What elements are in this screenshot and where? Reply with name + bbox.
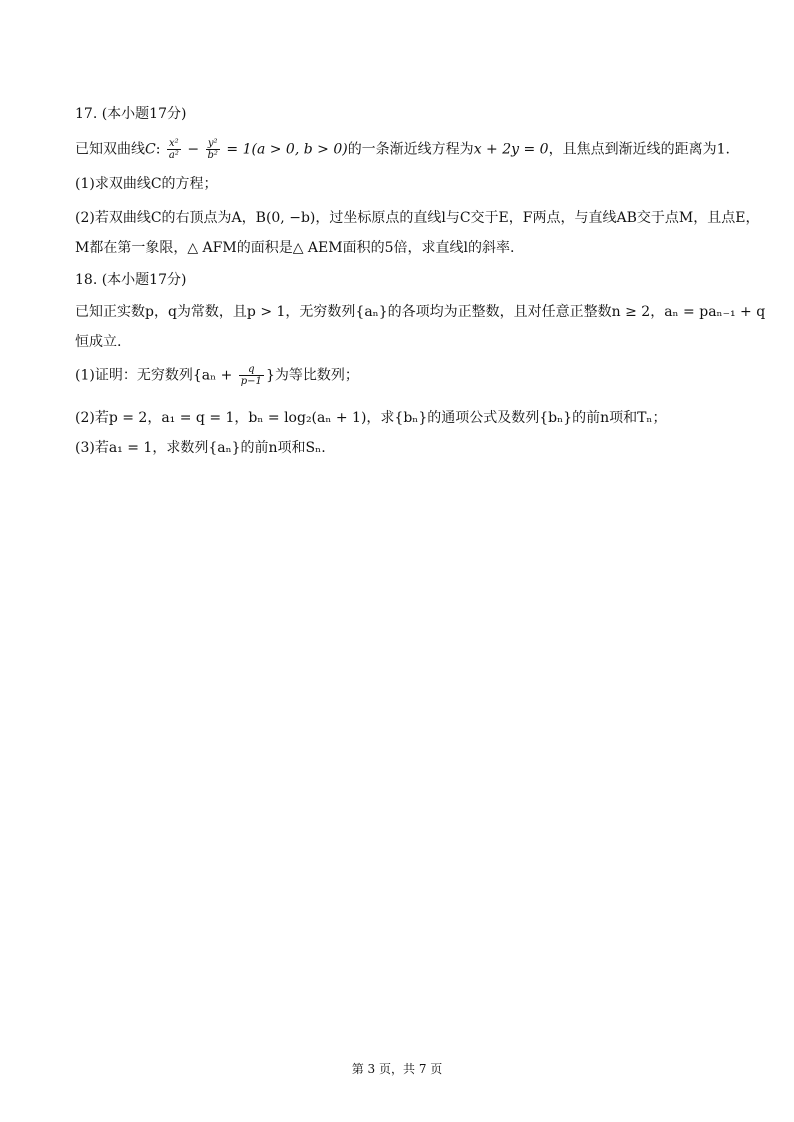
q17-frac-x-num: x² [167,138,181,150]
q18-part1-suffix: }为等比数列； [265,367,359,384]
q17-stem-c: C [145,141,156,158]
q17-stem-asym: x + 2y = 0 [473,141,549,158]
q17-heading: 17. (本小题17分) [75,106,187,122]
q17-stem-eq: = 1(a > 0, b > 0) [221,141,348,158]
q17-stem-mid: 的一条渐近线方程为 [347,141,474,158]
q18-part2: (2)若p = 2，a₁ = q = 1，bₙ = log₂(aₙ + 1)，求{bₙ}的通项公式及数列{bₙ}的前n项和Tₙ； [75,410,667,426]
q17-frac-x [167,138,181,161]
q18-part3: (3)若a₁ = 1，求数列{aₙ}的前n项和Sₙ. [75,440,326,456]
q17-part2-line2: M都在第一象限，△ AFM的面积是△ AEM面积的5倍，求直线l的斜率. [75,240,515,256]
q17-stem [75,138,730,161]
q17-stem-prefix: 已知双曲线 [75,141,145,158]
q17-part2-line1: (2)若双曲线C的右顶点为A，B(0, −b)，过坐标原点的直线l与C交于E，F两点，与直线AB交于点M，且点E， [75,210,760,226]
q18-heading: 18. (本小题17分) [75,272,187,288]
page-footer: 第 3 页，共 7 页 [351,1062,443,1076]
q17-stem-suffix: ，且焦点到渐近线的距离为1. [548,141,730,158]
q18-part1-frac-den: p−1 [240,376,262,387]
q17-stem-colon: : [155,141,161,158]
q17-frac-x-den: a² [168,150,179,161]
q17-part1: (1)求双曲线C的方程； [75,176,218,192]
q17-frac-y-num: y² [206,138,220,150]
q18-stem-line1: 已知正实数p，q为常数，且p > 1，无穷数列{aₙ}的各项均为正整数，且对任意正整数n ≥ 2，aₙ = paₙ₋₁ + q [75,304,766,320]
q17-minus: − [182,141,204,158]
q18-part1-prefix: (1)证明：无穷数列{aₙ + [75,367,237,384]
q17-frac-y [206,138,220,161]
q18-part1-frac-num: q [239,364,264,376]
q18-stem-line2: 恒成立. [75,334,122,350]
q18-part1 [75,364,359,387]
q17-frac-y-den: b² [207,150,218,161]
q18-part1-frac [239,364,264,387]
